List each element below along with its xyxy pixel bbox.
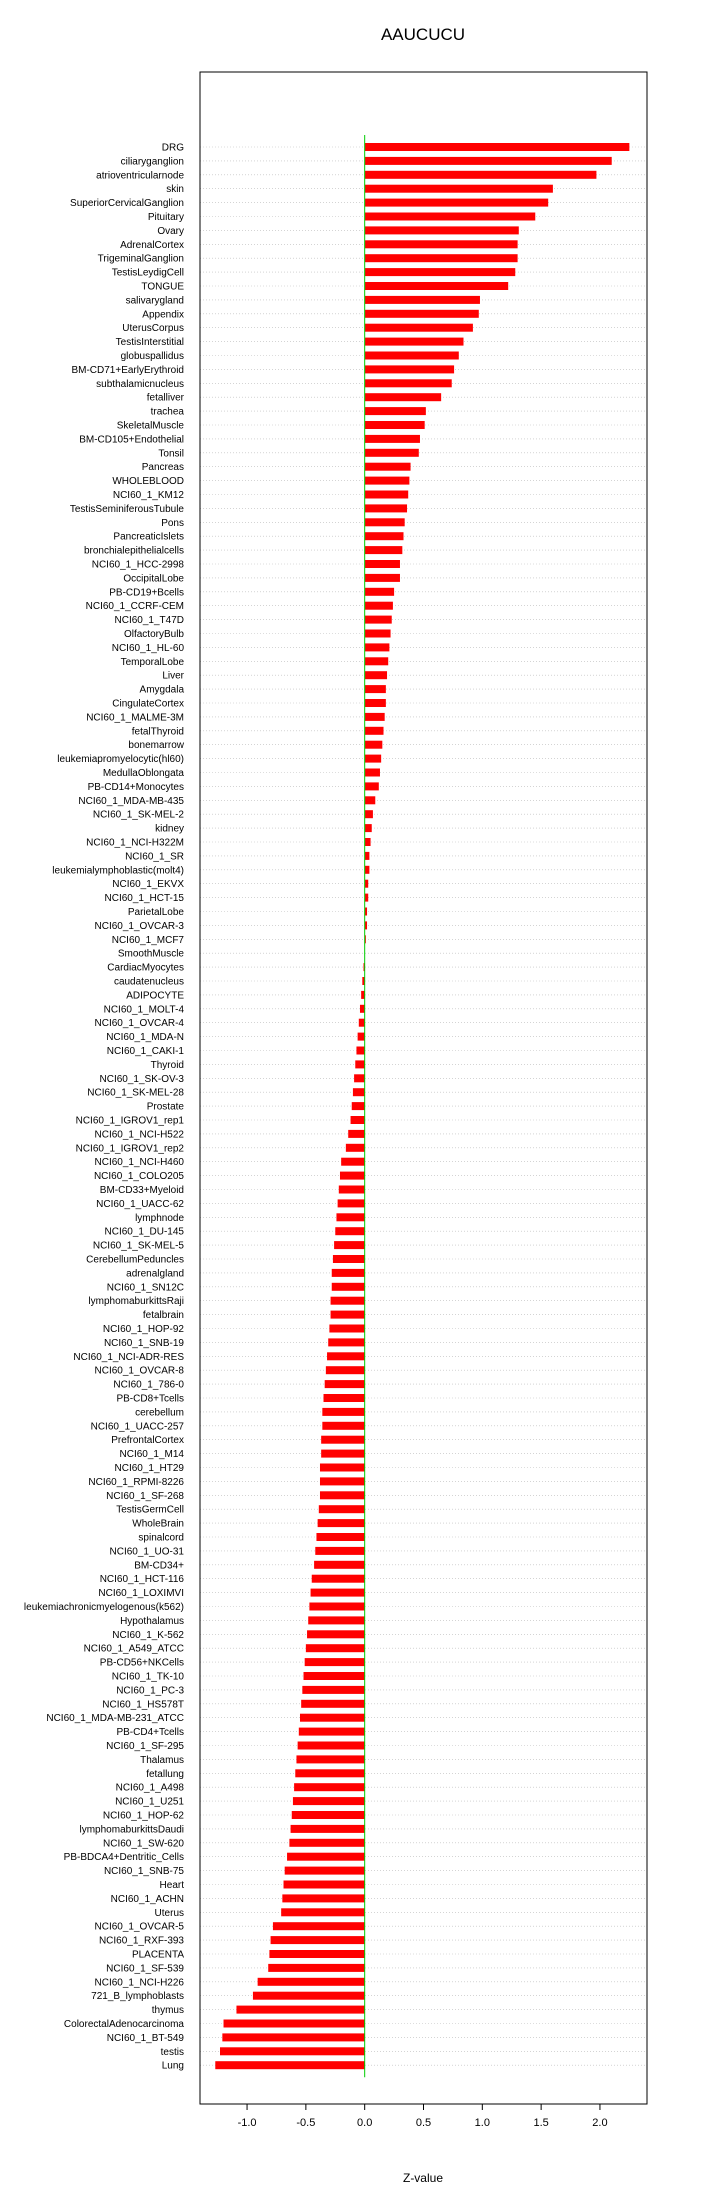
category-label: NCI60_1_A549_ATCC: [84, 1644, 184, 1655]
category-label: NCI60_1_IGROV1_rep2: [76, 1143, 185, 1154]
bar: [353, 1088, 365, 1096]
bar: [356, 1047, 364, 1055]
x-tick-label: 1.0: [475, 2117, 490, 2129]
bar: [365, 560, 400, 568]
bar: [315, 1547, 364, 1555]
category-label: Heart: [160, 1880, 185, 1891]
x-tick-label: 0.5: [416, 2117, 431, 2129]
category-label: NCI60_1_MCF7: [112, 935, 185, 946]
bar: [361, 991, 365, 999]
bar: [220, 2047, 365, 2055]
bar: [338, 1199, 365, 1207]
category-label: NCI60_1_786-0: [113, 1380, 184, 1391]
bar: [308, 1616, 364, 1624]
category-label: NCI60_1_HCT-116: [100, 1574, 185, 1585]
category-label: NCI60_1_BT-549: [107, 2033, 185, 2044]
bar: [365, 616, 392, 624]
category-label: NCI60_1_OVCAR-8: [95, 1366, 185, 1377]
bar: [236, 2006, 364, 2014]
bar: [365, 143, 630, 151]
bar: [365, 880, 369, 888]
bar: [365, 643, 390, 651]
bar: [354, 1074, 365, 1082]
bar: [287, 1853, 365, 1861]
category-label: NCI60_1_NCI-H460: [95, 1157, 185, 1168]
category-label: fetallung: [146, 1769, 184, 1780]
category-label: TONGUE: [141, 282, 184, 293]
bar: [346, 1144, 365, 1152]
bar: [291, 1825, 365, 1833]
category-label: Hypothalamus: [120, 1616, 184, 1627]
category-label: 721_B_lymphoblasts: [91, 1991, 184, 2002]
bar: [332, 1269, 365, 1277]
category-label: OlfactoryBulb: [124, 629, 184, 640]
category-label: NCI60_1_RXF-393: [99, 1936, 184, 1947]
category-label: AdrenalCortex: [120, 240, 184, 251]
category-label: NCI60_1_UO-31: [110, 1546, 185, 1557]
category-label: ADIPOCYTE: [126, 990, 184, 1001]
category-label: PB-BDCA4+Dentritic_Cells: [64, 1852, 184, 1863]
bar: [365, 157, 612, 165]
category-label: NCI60_1_SW-620: [103, 1838, 184, 1849]
bar: [334, 1241, 365, 1249]
category-label: Thalamus: [140, 1755, 184, 1766]
bar: [360, 1005, 365, 1013]
category-label: Tonsil: [158, 448, 184, 459]
bar: [331, 1311, 365, 1319]
category-label: Amygdala: [140, 685, 185, 696]
category-label: Ovary: [157, 226, 184, 237]
bar: [365, 435, 420, 443]
bar: [365, 352, 459, 360]
bar: [295, 1769, 364, 1777]
category-label: PB-CD8+Tcells: [116, 1394, 184, 1405]
bar: [365, 421, 425, 429]
bar: [365, 810, 373, 818]
category-label: PancreaticIslets: [113, 532, 184, 543]
bar: [365, 226, 519, 234]
category-label: NCI60_1_NCI-ADR-RES: [73, 1352, 184, 1363]
category-label: Appendix: [142, 309, 184, 320]
category-label: ParietalLobe: [128, 907, 185, 918]
bar: [298, 1742, 365, 1750]
bar: [355, 1060, 364, 1068]
category-label: trachea: [151, 407, 185, 418]
bar: [365, 185, 553, 193]
category-label: WholeBrain: [132, 1519, 184, 1530]
x-tick-label: 2.0: [592, 2117, 607, 2129]
category-label: fetalThyroid: [132, 726, 184, 737]
bar: [284, 1881, 365, 1889]
bar: [305, 1658, 365, 1666]
category-label: SuperiorCervicalGanglion: [70, 198, 184, 209]
category-label: NCI60_1_IGROV1_rep1: [76, 1116, 185, 1127]
category-label: NCI60_1_A498: [116, 1783, 185, 1794]
bar: [365, 796, 376, 804]
bar: [294, 1783, 365, 1791]
bar: [365, 282, 509, 290]
category-label: spinalcord: [138, 1533, 184, 1544]
category-label: NCI60_1_EKVX: [112, 879, 184, 890]
bar: [296, 1755, 364, 1763]
bar: [365, 477, 410, 485]
category-label: NCI60_1_T47D: [115, 615, 184, 626]
category-label: NCI60_1_HT29: [115, 1463, 185, 1474]
category-label: fetalbrain: [143, 1310, 184, 1321]
bar: [365, 213, 536, 221]
bar: [253, 1992, 365, 2000]
bar: [300, 1714, 365, 1722]
category-label: NCI60_1_TK-10: [112, 1672, 185, 1683]
category-label: NCI60_1_SNB-19: [104, 1338, 184, 1349]
category-label: BM-CD34+: [134, 1560, 184, 1571]
bar: [365, 546, 403, 554]
bar: [365, 838, 371, 846]
category-label: Uterus: [155, 1908, 184, 1919]
bar: [365, 713, 385, 721]
bar: [328, 1338, 364, 1346]
category-label: TestisLeydigCell: [112, 268, 184, 279]
category-label: NCI60_1_SF-268: [106, 1491, 184, 1502]
bar: [365, 574, 400, 582]
category-label: NCI60_1_SK-MEL-5: [93, 1241, 185, 1252]
bar: [335, 1227, 364, 1235]
category-label: NCI60_1_HOP-62: [103, 1811, 185, 1822]
bar: [316, 1533, 364, 1541]
category-label: PB-CD14+Monocytes: [88, 782, 184, 793]
bar: [365, 310, 479, 318]
x-tick-label: -1.0: [238, 2117, 257, 2129]
category-label: NCI60_1_U251: [115, 1797, 184, 1808]
bar: [293, 1797, 365, 1805]
bar: [365, 463, 411, 471]
bar: [327, 1352, 365, 1360]
bar: [332, 1283, 365, 1291]
bar: [365, 532, 404, 540]
bar: [321, 1450, 365, 1458]
category-label: NCI60_1_SK-MEL-2: [93, 810, 185, 821]
bar: [365, 699, 386, 707]
bar: [365, 365, 454, 373]
bar: [285, 1867, 365, 1875]
category-label: SmoothMuscle: [118, 949, 185, 960]
bar: [324, 1394, 365, 1402]
category-label: Pituitary: [148, 212, 184, 223]
bar: [365, 518, 405, 526]
bar: [359, 1019, 365, 1027]
bar: [365, 504, 407, 512]
category-label: PB-CD4+Tcells: [116, 1727, 184, 1738]
bar: [320, 1491, 365, 1499]
category-label: Liver: [162, 671, 184, 682]
gridlines: [200, 147, 647, 2065]
x-axis: [238, 2104, 608, 2129]
category-label: NCI60_1_PC-3: [116, 1685, 184, 1696]
bar: [365, 852, 370, 860]
bar: [365, 379, 452, 387]
category-label: cerebellum: [135, 1407, 184, 1418]
category-label: kidney: [155, 824, 184, 835]
category-label: NCI60_1_NCI-H322M: [86, 838, 184, 849]
category-label: bronchialepithelialcells: [84, 546, 184, 557]
category-label: NCI60_1_SK-MEL-28: [87, 1088, 184, 1099]
category-label: Pons: [161, 518, 184, 529]
category-label: NCI60_1_SK-OV-3: [100, 1074, 185, 1085]
category-label: CingulateCortex: [112, 699, 184, 710]
bar: [329, 1325, 364, 1333]
bar: [351, 1116, 365, 1124]
bar: [348, 1130, 364, 1138]
bar: [358, 1033, 365, 1041]
category-label: BM-CD105+Endothelial: [79, 434, 184, 445]
bar: [339, 1186, 365, 1194]
category-label: NCI60_1_SR: [125, 851, 184, 862]
bar: [365, 685, 386, 693]
category-label: BM-CD71+EarlyErythroid: [71, 365, 184, 376]
bar: [365, 769, 380, 777]
bar: [365, 602, 393, 610]
x-tick-label: 1.5: [533, 2117, 548, 2129]
bar: [336, 1213, 364, 1221]
category-label: ColorectalAdenocarcinoma: [64, 2019, 185, 2030]
category-label: NCI60_1_SF-295: [106, 1741, 184, 1752]
category-label: CerebellumPeduncles: [86, 1255, 184, 1266]
chart-title: AAUCUCU: [381, 25, 465, 44]
bar: [215, 2061, 364, 2069]
category-label: atrioventricularnode: [96, 170, 184, 181]
bar: [322, 1408, 364, 1416]
bar: [365, 671, 387, 679]
category-label: NCI60_1_K-562: [112, 1630, 184, 1641]
category-label: bonemarrow: [128, 740, 184, 751]
category-label: NCI60_1_HCC-2998: [92, 560, 185, 571]
category-label: lymphomaburkittsRaji: [88, 1296, 184, 1307]
category-label: leukemialymphoblastic(molt4): [52, 865, 184, 876]
category-label: NCI60_1_MOLT-4: [104, 1004, 185, 1015]
category-label: fetalliver: [147, 393, 185, 404]
category-label: PB-CD56+NKCells: [100, 1658, 184, 1669]
bar: [365, 199, 549, 207]
category-label: NCI60_1_RPMI-8226: [88, 1477, 184, 1488]
category-label: TestisGermCell: [116, 1505, 184, 1516]
category-label: NCI60_1_KM12: [113, 490, 185, 501]
bar: [365, 630, 391, 638]
bar: [365, 171, 597, 179]
category-label: leukemiachronicmyelogenous(k562): [24, 1602, 184, 1613]
bar: [222, 2033, 364, 2041]
category-label: NCI60_1_M14: [120, 1449, 185, 1460]
category-label: NCI60_1_OVCAR-4: [95, 1018, 185, 1029]
category-label: Pancreas: [142, 462, 184, 473]
category-label: NCI60_1_MDA-MB-435: [78, 796, 184, 807]
bar: [282, 1894, 364, 1902]
category-label: NCI60_1_COLO205: [94, 1171, 184, 1182]
bar: [268, 1964, 364, 1972]
bar: [309, 1603, 364, 1611]
category-label: WHOLEBLOOD: [112, 476, 184, 487]
bar: [365, 894, 369, 902]
category-label: testis: [161, 2047, 184, 2058]
x-tick-label: 0.0: [357, 2117, 372, 2129]
category-label: subthalamicnucleus: [96, 379, 184, 390]
bar: [318, 1519, 365, 1527]
category-label: PB-CD19+Bcells: [109, 587, 184, 598]
category-label: BM-CD33+Myeloid: [100, 1185, 184, 1196]
category-label: OccipitalLobe: [123, 573, 184, 584]
bar: [352, 1102, 365, 1110]
bar: [304, 1672, 365, 1680]
category-label: NCI60_1_CCRF-CEM: [86, 601, 184, 612]
category-label: TestisSeminiferousTubule: [70, 504, 185, 515]
category-label: SkeletalMuscle: [117, 421, 185, 432]
category-label: TrigeminalGanglion: [98, 254, 184, 265]
bar: [320, 1464, 365, 1472]
category-label: CardiacMyocytes: [107, 963, 184, 974]
bar: [301, 1700, 365, 1708]
bar: [341, 1158, 365, 1166]
category-label: PrefrontalCortex: [111, 1435, 184, 1446]
category-label: PLACENTA: [132, 1950, 184, 1961]
category-label: NCI60_1_SN12C: [107, 1282, 184, 1293]
category-label: DRG: [162, 143, 184, 154]
category-label: NCI60_1_ACHN: [111, 1894, 184, 1905]
category-label: caudatenucleus: [114, 977, 184, 988]
category-label: thymus: [152, 2005, 184, 2016]
bar: [365, 782, 379, 790]
category-label: NCI60_1_HS578T: [102, 1699, 184, 1710]
category-label: NCI60_1_NCI-H522: [95, 1129, 185, 1140]
bar: [322, 1422, 364, 1430]
category-label: NCI60_1_OVCAR-3: [95, 921, 185, 932]
x-axis-title: Z-value: [403, 2171, 443, 2185]
bar: [320, 1477, 365, 1485]
category-label: Lung: [162, 2061, 184, 2072]
bar: [340, 1172, 365, 1180]
category-label: Thyroid: [151, 1060, 184, 1071]
bar: [258, 1978, 365, 1986]
category-label: NCI60_1_MALME-3M: [86, 712, 184, 723]
category-label: TestisInterstitial: [116, 337, 184, 348]
bar: [365, 824, 372, 832]
category-label: skin: [166, 184, 184, 195]
category-label: lymphomaburkittsDaudi: [80, 1824, 185, 1835]
category-label: NCI60_1_UACC-257: [91, 1421, 185, 1432]
bar: [302, 1686, 364, 1694]
category-label: NCI60_1_NCI-H226: [95, 1977, 185, 1988]
category-label: TemporalLobe: [121, 657, 185, 668]
bar: [365, 741, 383, 749]
bar: [273, 1922, 365, 1930]
category-label: NCI60_1_OVCAR-5: [95, 1922, 185, 1933]
category-label: salivarygland: [126, 295, 184, 306]
bar: [365, 491, 409, 499]
bar: [365, 727, 384, 735]
x-tick-label: -0.5: [296, 2117, 315, 2129]
category-label: NCI60_1_HCT-15: [105, 893, 185, 904]
bar: [365, 449, 419, 457]
category-label: NCI60_1_HL-60: [112, 643, 185, 654]
category-label: NCI60_1_CAKI-1: [107, 1046, 185, 1057]
bar: [312, 1575, 365, 1583]
bar: [325, 1380, 365, 1388]
category-label: UterusCorpus: [122, 323, 184, 334]
category-label: leukemiapromyelocytic(hl60): [57, 754, 184, 765]
category-label: NCI60_1_SNB-75: [104, 1866, 184, 1877]
category-label: Prostate: [147, 1102, 185, 1113]
bar: [326, 1366, 365, 1374]
bar: [321, 1436, 365, 1444]
bar: [365, 240, 518, 248]
bar: [299, 1728, 365, 1736]
bar: [365, 324, 473, 332]
bar: [289, 1839, 364, 1847]
bar: [365, 866, 370, 874]
bar: [365, 296, 480, 304]
bar: [365, 657, 389, 665]
category-labels: [24, 143, 185, 2072]
category-label: ciliaryganglion: [121, 156, 184, 167]
category-label: adrenalgland: [126, 1268, 184, 1279]
bar: [319, 1505, 365, 1513]
bar: [314, 1561, 365, 1569]
bar: [306, 1644, 365, 1652]
category-label: NCI60_1_LOXIMVI: [98, 1588, 184, 1599]
bar: [307, 1630, 365, 1638]
category-label: lymphnode: [135, 1213, 184, 1224]
category-label: globuspallidus: [121, 351, 184, 362]
plot-frame: [200, 72, 647, 2104]
bar: [365, 268, 516, 276]
bar: [365, 588, 394, 596]
category-label: NCI60_1_SF-539: [106, 1963, 184, 1974]
bar: [365, 407, 426, 415]
bar: [365, 254, 518, 262]
bar: [333, 1255, 365, 1263]
category-label: NCI60_1_MDA-MB-231_ATCC: [46, 1713, 184, 1724]
bar: [292, 1811, 365, 1819]
category-label: NCI60_1_DU-145: [105, 1227, 185, 1238]
category-label: NCI60_1_HOP-92: [103, 1324, 185, 1335]
bar: [224, 2020, 365, 2028]
category-label: MedullaOblongata: [103, 768, 185, 779]
bar: [365, 393, 441, 401]
bar: [365, 755, 381, 763]
bar: [365, 338, 464, 346]
bar: [311, 1589, 365, 1597]
bar: [271, 1936, 365, 1944]
category-label: NCI60_1_UACC-62: [96, 1199, 184, 1210]
bar: [269, 1950, 364, 1958]
bar: [281, 1908, 365, 1916]
category-label: NCI60_1_MDA-N: [106, 1032, 184, 1043]
bar: [331, 1297, 365, 1305]
